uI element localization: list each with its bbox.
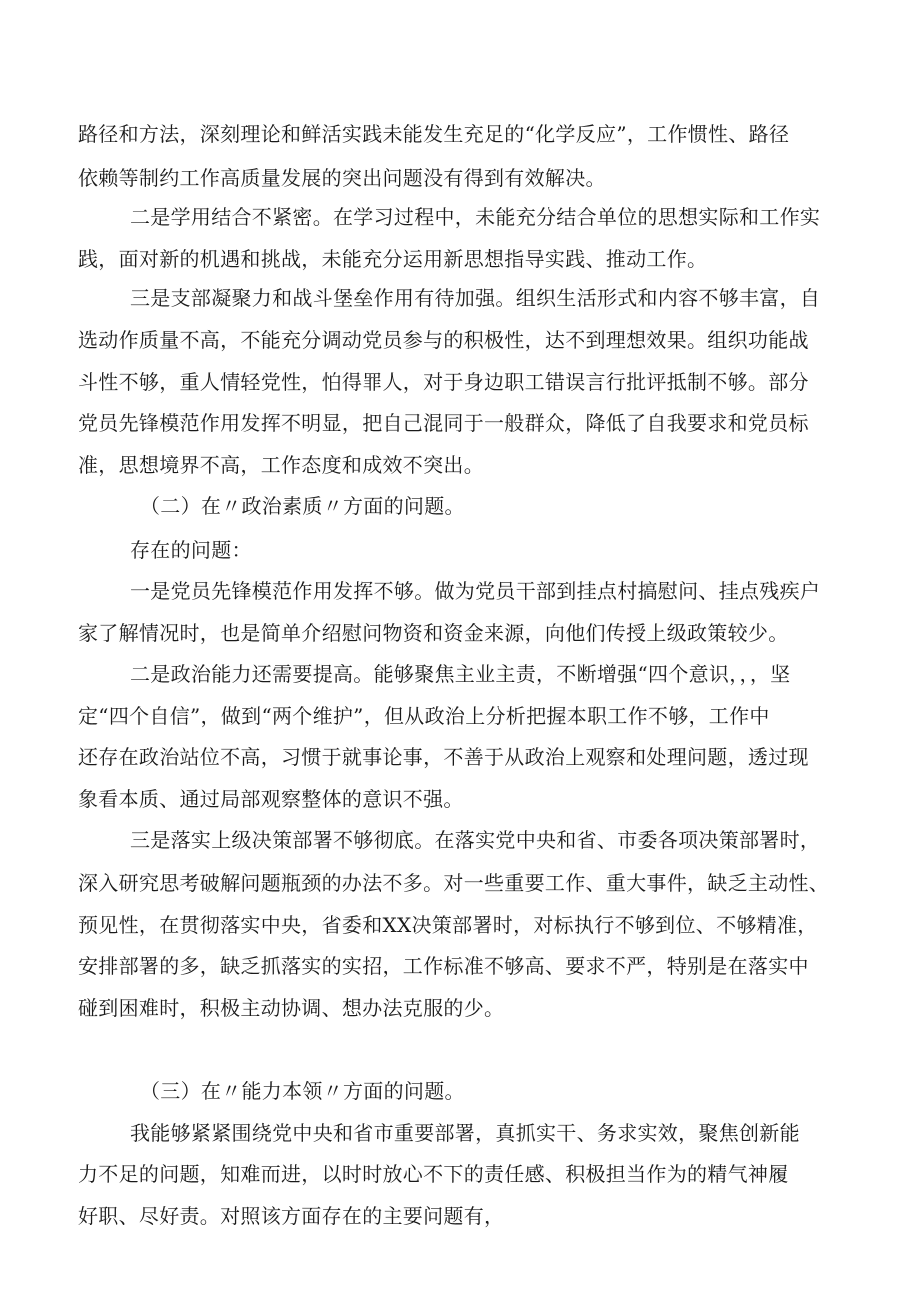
- section-heading: （二）在〃政治素质〃方面的问题。: [140, 494, 465, 518]
- paragraph-line: 选动作质量不高，不能充分调动党员参与的积极性，达不到理想效果。组织功能战: [78, 328, 809, 352]
- paragraph-line: 我能够紧紧围绕党中央和省市重要部署，真抓实干、务求实效，聚焦创新能: [130, 1121, 800, 1145]
- paragraph-line: 象看本质、通过局部观察整体的意识不强。: [78, 787, 464, 811]
- paragraph-line: 存在的问题：: [130, 538, 252, 562]
- paragraph-line: 践，面对新的机遇和挑战，未能充分运用新思想指导实践、推动工作。: [78, 247, 708, 271]
- paragraph-line: 好职、尽好责。对照该方面存在的主要问题有，: [78, 1204, 505, 1228]
- paragraph-line: 碰到困难时，积极主动协调、想办法克服的少。: [78, 996, 505, 1020]
- paragraph-line: 三是支部凝聚力和战斗堡垒作用有待加强。组织生活形式和内容不够丰富，自: [130, 286, 821, 310]
- paragraph-line: 依赖等制约工作高质量发展的突出问题没有得到有效解决。: [78, 166, 606, 190]
- paragraph-line: 党员先锋模范作用发挥不明显，把自己混同于一般群众，降低了自我要求和党员标: [78, 411, 809, 435]
- section-heading: （三）在〃能力本领〃方面的问题。: [140, 1079, 465, 1103]
- paragraph-line: 安排部署的多，缺乏抓落实的实招，工作标准不够高、要求不严，特别是在落实中: [78, 954, 809, 978]
- paragraph-line: 还存在政治站位不高，习惯于就事论事，不善于从政治上观察和处理问题，透过现: [78, 745, 809, 769]
- paragraph-line: 深入研究思考破解问题瓶颈的办法不多。对一些重要工作、重大事件，缺乏主动性、: [78, 871, 830, 895]
- paragraph-line: 预见性，在贯彻落实中央，省委和XX决策部署时，对标执行不够到位、不够精准，: [78, 913, 818, 937]
- paragraph-line: 力不足的问题，知难而进，以时时放心不下的责任感、积极担当作为的精气神履: [78, 1162, 789, 1186]
- paragraph-line: 斗性不够，重人情轻党性，怕得罪人，对于身边职工错误言行批评抵制不够。部分: [78, 370, 809, 394]
- paragraph-line: 一是党员先锋模范作用发挥不够。做为党员干部到挂点村搞慰问、挂点残疾户: [130, 579, 821, 603]
- paragraph-line: 家了解情况时，也是简单介绍慰问物资和资金来源，向他们传授上级政策较少。: [78, 621, 789, 645]
- paragraph-line: 二是政治能力还需要提高。能够聚焦主业主责，不断增强“四个意识，，，坚: [130, 662, 791, 686]
- paragraph-line: 定“四个自信”，做到“两个维护”，但从政治上分析把握本职工作不够，工作中: [78, 704, 770, 728]
- paragraph-line: 二是学用结合不紧密。在学习过程中，未能充分结合单位的思想实际和工作实: [130, 205, 821, 229]
- paragraph-line: 准，思想境界不高，工作态度和成效不突出。: [78, 453, 484, 477]
- paragraph-line: 三是落实上级决策部署不够彻底。在落实党中央和省、市委各项决策部署时，: [130, 828, 821, 852]
- paragraph-line: 路径和方法，深刻理论和鲜活实践未能发生充足的“化学反应”，工作惯性、路径: [78, 122, 790, 146]
